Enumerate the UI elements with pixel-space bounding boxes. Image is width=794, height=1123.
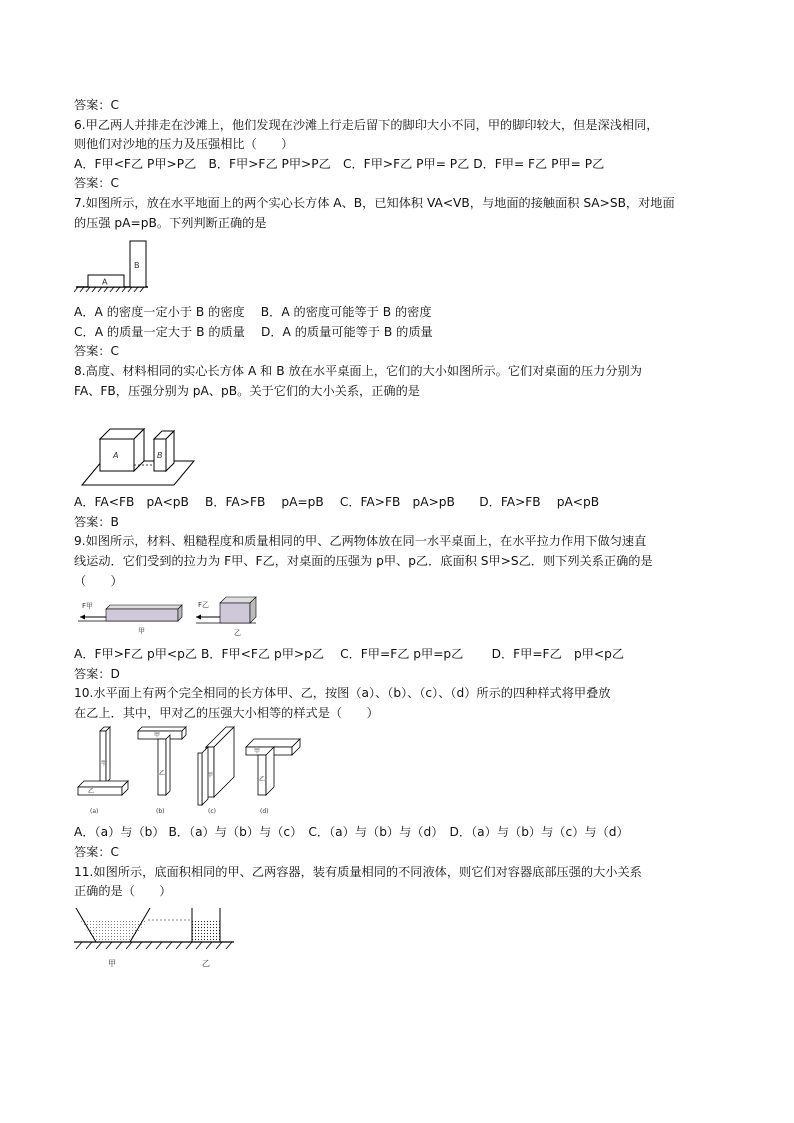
q9-answer: 答案：D — [74, 666, 120, 681]
q7-options-line2: C．A 的质量一定大于 B 的质量 D．A 的质量可能等于 B 的质量 — [74, 324, 433, 339]
q7-label-b: B — [134, 261, 140, 271]
q10-label-c: (c) — [208, 808, 216, 816]
q9-label-f-yi: F乙 — [198, 601, 210, 610]
q9-label-f-jia: F甲 — [82, 602, 94, 611]
q7-label-a: A — [102, 277, 108, 287]
q8-diagram — [80, 409, 196, 489]
q11-label-yi: 乙 — [202, 958, 210, 968]
q9-options: A．F甲>F乙 p甲<p乙 B．F甲<F乙 p甲>p乙 C．F甲=F乙 p甲=p乙 D．F甲=F乙 p甲<p乙 — [74, 647, 625, 662]
q7-answer: 答案：C — [74, 344, 120, 359]
q7-stem-line2: 的压强 pA=pB。下列判断正确的是 — [74, 215, 267, 230]
q9-stem-line3: （ ） — [74, 573, 123, 588]
q6-options: A．F甲<F乙 P甲>P乙 B．F甲>F乙 P甲>P乙 C．F甲>F乙 P甲= P乙 D．F甲= F乙 P甲= P乙 — [74, 156, 605, 171]
q10-label-b: (b) — [156, 808, 165, 816]
q11-label-jia: 甲 — [108, 958, 116, 968]
q11-stem-line2: 正确的是（ ） — [74, 884, 172, 899]
q8-label-a: A — [113, 451, 119, 461]
q9-label-jia: 甲 — [138, 627, 145, 636]
q5-answer: 答案：C — [74, 98, 120, 112]
q9-stem-line2: 线运动．它们受到的拉力为 F甲、F乙，对桌面的压强为 p甲、p乙．底面积 S甲>S乙．则下列关系正确的是 — [74, 553, 653, 568]
document-page — [74, 96, 724, 982]
q10-a-jia: 甲 — [101, 760, 108, 768]
q10-b-jia: 甲 — [154, 732, 161, 740]
q10-options: A．（a）与（b） B．（a）与（b）与（c） C．（a）与（b）与（d） D．（a）与（b）与（c）与（d） — [74, 825, 629, 840]
q7-figure — [74, 233, 724, 303]
q8-figure — [74, 401, 724, 493]
q8-stem-line1: 8.高度、材料相同的实心长方体 A 和 B 放在水平桌面上，它们的大小如图所示。它们对桌面的压力分别为 — [74, 363, 642, 378]
q10-a-yi: 乙 — [88, 788, 95, 796]
q11-figure — [74, 902, 724, 982]
q8-label-b: B — [157, 451, 163, 461]
q10-d-yi: 乙 — [259, 776, 266, 784]
q11-stem-line1: 11.如图所示，底面积相同的甲、乙两容器，装有质量相同的不同液体，则它们对容器底部压强的大小关系 — [74, 864, 642, 879]
q6-stem-line2: 则他们对沙地的压力及压强相比（ ） — [74, 137, 294, 152]
q10-figure — [74, 723, 724, 823]
q10-stem-line2: 在乙上．其中，甲对乙的压强大小相等的样式是（ ） — [74, 705, 379, 720]
q9-figure — [74, 591, 724, 645]
q8-answer: 答案：B — [74, 514, 119, 529]
q10-d-jia: 甲 — [254, 748, 261, 756]
q10-label-a: (a) — [90, 808, 99, 816]
q8-stem-line2: FA、FB，压强分别为 pA、pB。关于它们的大小关系，正确的是 — [74, 383, 420, 398]
q7-diagram — [74, 239, 174, 301]
q10-c-jia: 甲 — [207, 772, 214, 780]
q7-options-line1: A．A 的密度一定小于 B 的密度 B．A 的密度可能等于 B 的密度 — [74, 305, 432, 320]
q10-answer: 答案：C — [74, 845, 120, 860]
q7-stem-line1: 7.如图所示，放在水平地面上的两个实心长方体 A、B，已知体积 VA<VB，与地面的接触面积 SA>SB，对地面 — [74, 195, 675, 210]
q6-stem-line1: 6.甲乙两人并排走在沙滩上，他们发现在沙滩上行走后留下的脚印大小不同，甲的脚印较大，但是深浅相同， — [74, 117, 659, 132]
q9-diagram — [78, 593, 278, 643]
q10-b-yi: 乙 — [159, 770, 166, 778]
q6-answer: 答案：C — [74, 176, 120, 191]
q10-diagram — [76, 725, 316, 821]
q10-label-d: (d) — [260, 808, 269, 816]
q9-label-yi: 乙 — [234, 629, 241, 638]
q11-diagram — [74, 908, 244, 984]
q9-stem-line1: 9.如图所示，材料、粗糙程度和质量相同的甲、乙两物体放在同一水平桌面上，在水平拉力作用下做匀速直 — [74, 534, 647, 549]
q10-stem-line1: 10.水平面上有两个完全相同的长方体甲、乙，按图（a）、（b）、（c）、（d）所示的四种样式将甲叠放 — [74, 686, 611, 701]
q8-options: A．FA<FB pA<pB B．FA>FB pA=pB C．FA>FB pA>pB D．FA>FB pA<pB — [74, 495, 600, 510]
